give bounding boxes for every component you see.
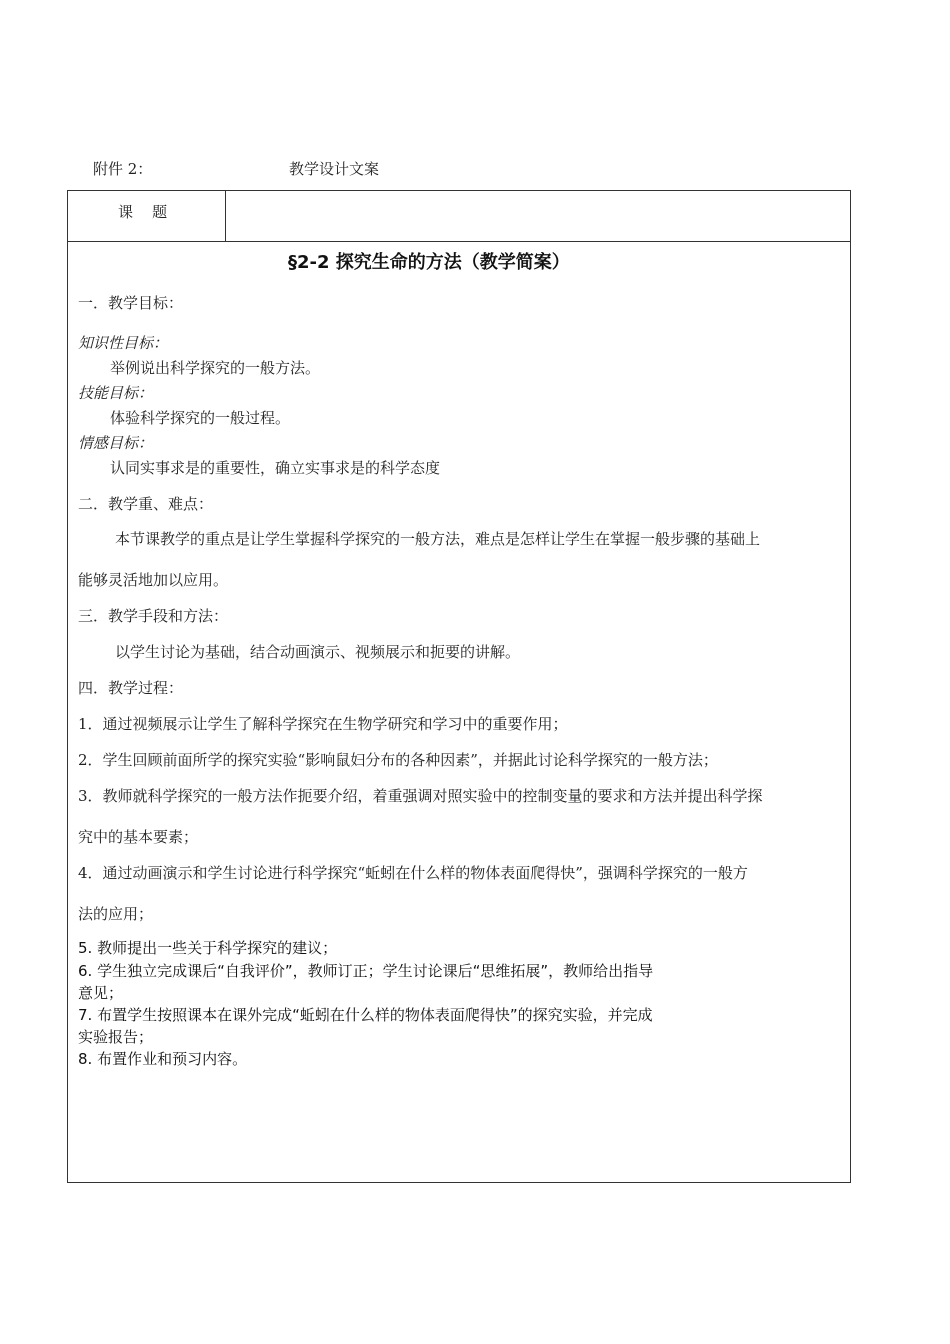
process-step-1: 1．通过视频展示让学生了解科学探究在生物学研究和学习中的重要作用；	[78, 715, 568, 733]
emotion-text: 认同实事求是的重要性，确立实事求是的科学态度	[110, 459, 441, 477]
topic-label: 课 题	[118, 203, 168, 221]
emotion-label: 情感目标：	[78, 434, 154, 452]
topic-row	[68, 191, 850, 242]
process-step-7-line2: 实验报告；	[78, 1028, 154, 1046]
knowledge-text: 举例说出科学探究的一般方法。	[110, 359, 321, 377]
process-step-6-line2: 意见；	[78, 984, 124, 1002]
process-step-7-line1: 7. 布置学生按照课本在课外完成“蚯蚓在什么样的物体表面爬得快”的探究实验，并完成	[78, 1006, 653, 1024]
key-heading: 二．教学重、难点：	[78, 495, 214, 513]
attachment-label: 附件 2：	[93, 160, 153, 178]
process-step-8: 8. 布置作业和预习内容。	[78, 1050, 248, 1068]
objectives-heading: 一．教学目标：	[78, 294, 184, 312]
lesson-plan-table	[67, 190, 851, 1183]
process-heading: 四．教学过程：	[78, 679, 184, 697]
document-title: 教学设计文案	[289, 160, 380, 178]
process-step-4-line1: 4．通过动画演示和学生讨论进行科学探究“蚯蚓在什么样的物体表面爬得快”，强调科学探究的一般方	[78, 864, 748, 882]
process-step-4-line2: 法的应用；	[78, 905, 154, 923]
knowledge-label: 知识性目标：	[78, 334, 169, 352]
means-text: 以学生讨论为基础，结合动画演示、视频展示和扼要的讲解。	[115, 643, 521, 661]
content-cell	[68, 242, 850, 1182]
means-heading: 三．教学手段和方法：	[78, 607, 229, 625]
lesson-title: §2-2 探究生命的方法（教学简案）	[288, 252, 570, 273]
key-text-line2: 能够灵活地加以应用。	[78, 571, 229, 589]
process-step-6-line1: 6. 学生独立完成课后“自我评价”，教师订正；学生讨论课后“思维拓展”，教师给出指导	[78, 962, 654, 980]
process-step-5: 5. 教师提出一些关于科学探究的建议；	[78, 939, 338, 957]
skill-text: 体验科学探究的一般过程。	[110, 409, 291, 427]
process-step-3-line2: 究中的基本要素；	[78, 828, 199, 846]
process-step-2: 2．学生回顾前面所学的探究实验“影响鼠妇分布的各种因素”，并据此讨论科学探究的一般方法；	[78, 751, 718, 769]
skill-label: 技能目标：	[78, 384, 154, 402]
topic-label-cell	[68, 191, 226, 241]
process-step-3-line1: 3．教师就科学探究的一般方法作扼要介绍，着重强调对照实验中的控制变量的要求和方法并提出科学探	[78, 787, 763, 805]
key-text-line1: 本节课教学的重点是让学生掌握科学探究的一般方法，难点是怎样让学生在掌握一般步骤的基础上	[115, 530, 761, 548]
